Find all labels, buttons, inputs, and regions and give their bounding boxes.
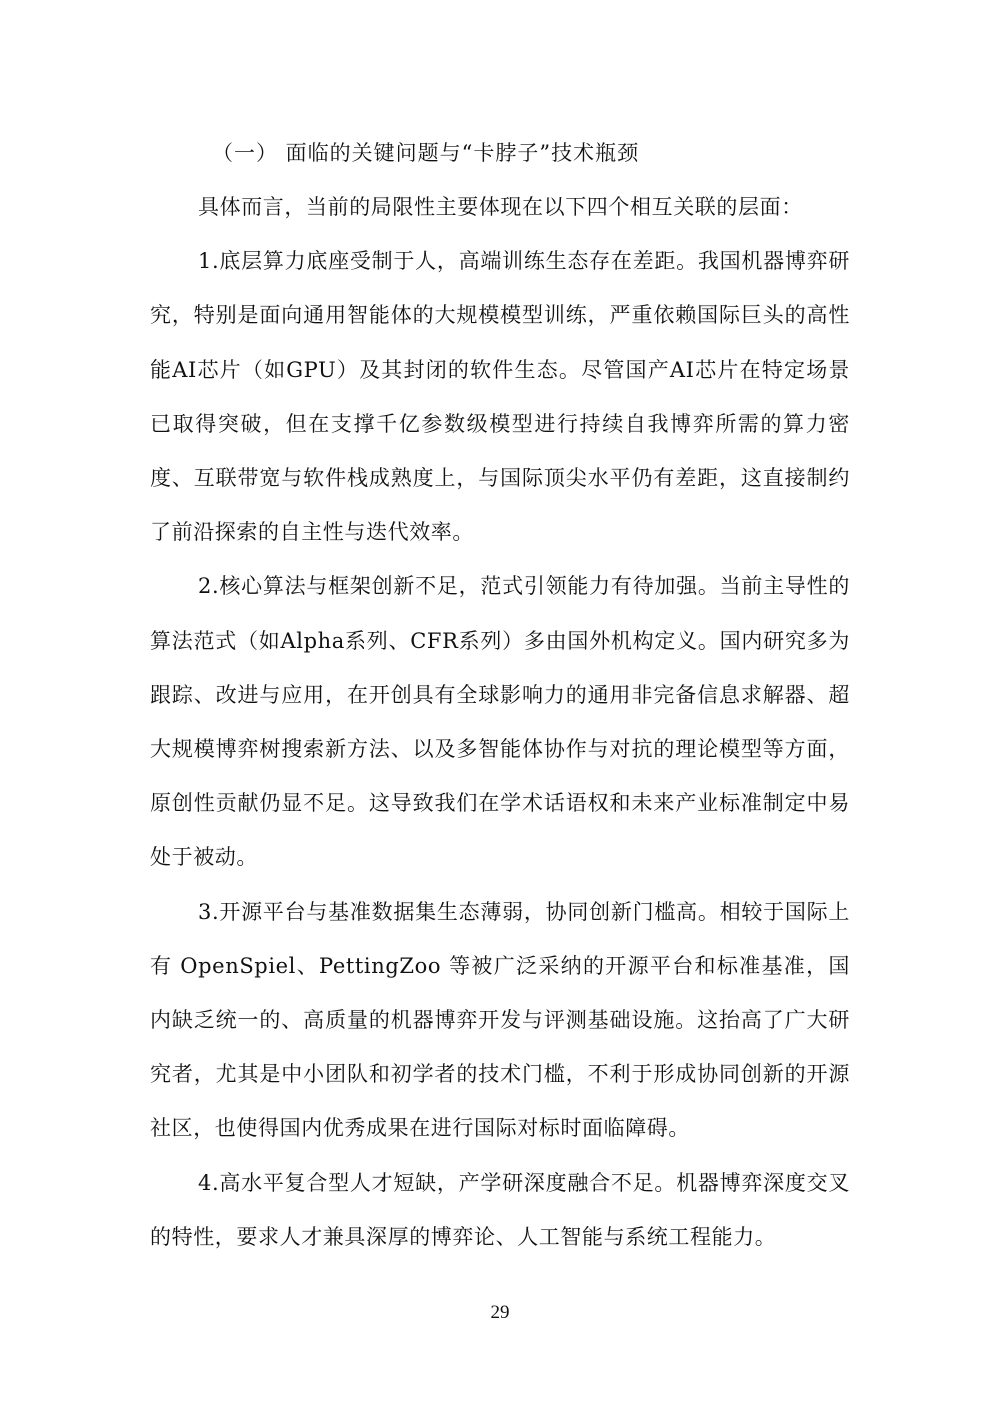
paragraph-item-4: 4.高水平复合型人才短缺，产学研深度融合不足。机器博弈深度交叉的特性，要求人才兼具深厚的博弈论、人工智能与系统工程能力。 [150, 1170, 850, 1249]
section-heading: （一） 面临的关键问题与“卡脖子”技术瓶颈 [212, 141, 640, 165]
paragraph-intro: 具体而言，当前的局限性主要体现在以下四个相互关联的层面： [198, 195, 803, 219]
paragraph-item-3: 3.开源平台与基准数据集生态薄弱，协同创新门槛高。相较于国际上有 OpenSpiel、PettingZoo 等被广泛采纳的开源平台和标准基准，国内缺乏统一的、高质量的机器博弈开发与评测基础设施。这抬高了广大研究者，尤其是中小团队和初学者的技术门槛，不利于形成协同创新的开源社区，也使得国内优秀成果在进行国际对标时面临障碍。 [150, 899, 850, 1141]
paragraph-item-2: 2.核心算法与框架创新不足，范式引领能力有待加强。当前主导性的算法范式（如Alpha系列、CFR系列）多由国外机构定义。国内研究多为跟踪、改进与应用，在开创具有全球影响力的通用非完备信息求解器、超大规模博弈树搜索新方法、以及多智能体协作与对抗的理论模型等方面，原创性贡献仍显不足。这导致我们在学术话语权和未来产业标准制定中易处于被动。 [150, 574, 850, 870]
document-body [150, 126, 850, 1264]
page-number: 29 [490, 1302, 510, 1323]
paragraph-item-1: 1.底层算力底座受制于人，高端训练生态存在差距。我国机器博弈研究，特别是面向通用智能体的大规模模型训练，严重依赖国际巨头的高性能AI芯片（如GPU）及其封闭的软件生态。尽管国产AI芯片在特定场景已取得突破，但在支撑千亿参数级模型进行持续自我博弈所需的算力密度、互联带宽与软件栈成熟度上，与国际顶尖水平仍有差距，这直接制约了前沿探索的自主性与迭代效率。 [150, 249, 850, 545]
